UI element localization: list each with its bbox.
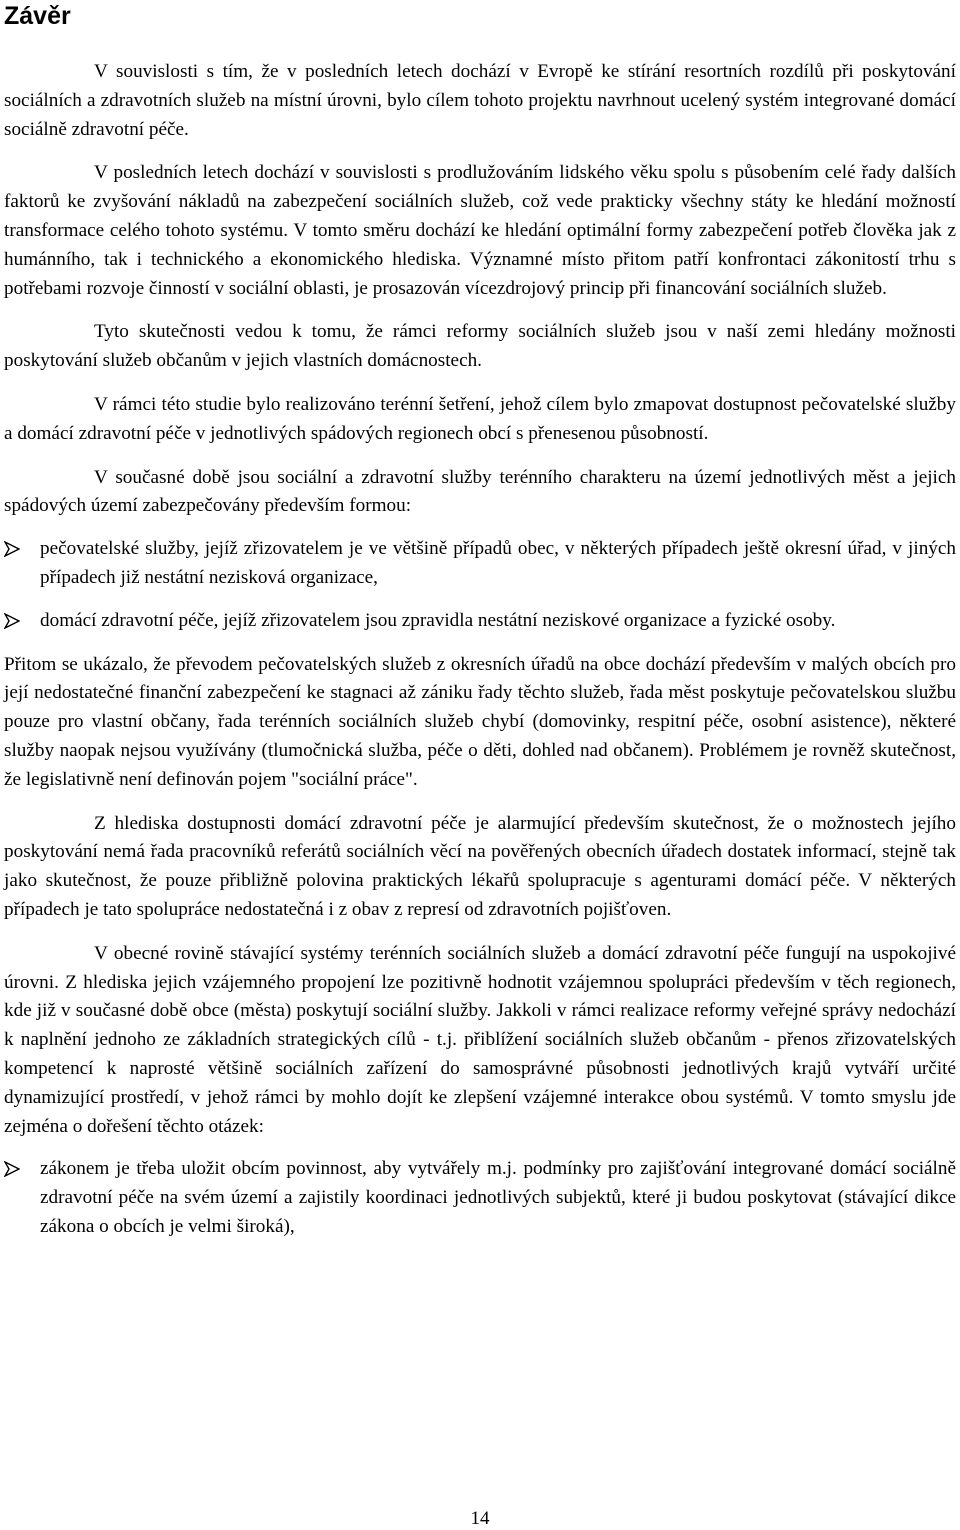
list-item	[4, 1155, 956, 1241]
paragraph-intro: V souvislosti s tím, že v posledních letech dochází v Evropě ke stírání resortních rozdílů při poskytování sociálních a zdravotních služeb na místní úrovni, bylo cílem tohoto projektu navrhnout ucelený systém integrované domácí sociálně zdravotní péče.	[4, 61, 956, 140]
section-heading: Závěr	[4, 2, 71, 30]
paragraph-current-services: V současné době jsou sociální a zdravotní služby terénního charakteru na území jednotlivých měst a jejich spádových území zabezpečovány především formou:	[4, 466, 956, 517]
arrowhead-bullet-icon	[4, 1161, 20, 1177]
bullet-list-forms	[4, 535, 956, 635]
list-item-text: pečovatelské služby, jejíž zřizovatelem je ve většině případů obec, v některých případech ještě okresní úřad, v jiných případech již nestátní nezisková organizace,	[40, 538, 956, 588]
list-item	[4, 607, 956, 636]
paragraph-general: V obecné rovině stávající systémy terénních sociálních služeb a domácí zdravotní péče fungují na uspokojivé úrovni. Z hlediska jejich vzájemného propojení lze pozitivně hodnotit vzájemnou spolupráci především v těch regionech, kde již v současné době obce (města) poskytují sociální služby. Jakkoli v rámci realizace reformy veřejné správy nedochází k naplnění jednoho ze základních strategických cílů - t.j. přiblížení sociálních služeb občanům - přenos zřizovatelských kompetencí k naprosté většině sociálních zařízení do samosprávné působnosti jednotlivých krajů vytváří určité dynamizující prostředí, v jehož rámci by mohlo dojít ke zlepšení vzájemné interakce obou systémů. V tomto smyslu jde zejména o dořešení těchto otázek:	[4, 942, 956, 1137]
arrowhead-bullet-icon	[4, 613, 20, 629]
list-item-text: domácí zdravotní péče, jejíž zřizovatelem jsou zpravidla nestátní neziskové organizace a fyzické osoby.	[40, 609, 836, 631]
paragraph-reform: Tyto skutečnosti vedou k tomu, že rámci reformy sociálních služeb jsou v naší zemi hledány možnosti poskytování služeb občanům v jejich vlastních domácnostech.	[4, 321, 956, 372]
list-item	[4, 535, 956, 593]
page-number: 14	[470, 1508, 490, 1529]
arrowhead-bullet-icon	[4, 541, 20, 557]
paragraph-findings: Přitom se ukázalo, že převodem pečovatelských služeb z okresních úřadů na obce dochází především v malých obcích pro její nedostatečné finanční zabezpečení ke stagnaci až zániku řady těchto služeb, řada měst poskytuje pečovatelskou službu pouze pro vlastní občany, řada terénních sociálních služeb chybí (domovinky, respitní péče, osobní asistence), některé služby naopak nejsou využívány (tlumočnická služba, péče o děti, dohled nad občanem). Problémem je rovněž skutečnost, že legislativně není definován pojem "sociální práce".	[4, 653, 956, 790]
list-item-text: zákonem je třeba uložit obcím povinnost, aby vytvářely m.j. podmínky pro zajišťování integrované domácí sociálně zdravotní péče na svém území a zajistily koordinaci jednotlivých subjektů, které ji budou poskytovat (stávající dikce zákona o obcích je velmi široká),	[40, 1158, 956, 1237]
paragraph-costs: V posledních letech dochází v souvislosti s prodlužováním lidského věku spolu s působením celé řady dalších faktorů ke zvyšování nákladů na zabezpečení sociálních služeb, což vede prakticky všechny státy ke hledání možností transformace celého tohoto systému. V tomto směru dochází ke hledání optimální formy zabezpečení potřeb člověka jak z humánního, tak i technického a ekonomického hlediska. Významné místo přitom patří konfrontaci zákonitostí trhu s potřebami rozvoje činností v sociální oblasti, je prosazován vícezdrojový princip při financování sociálních služeb.	[4, 162, 956, 299]
bullet-list-questions	[4, 1155, 956, 1241]
paragraph-survey: V rámci této studie bylo realizováno terénní šetření, jehož cílem bylo zmapovat dostupnost pečovatelské služby a domácí zdravotní péče v jednotlivých spádových regionech obcí s přenesenou působností.	[4, 393, 956, 444]
paragraph-health-care: Z hlediska dostupnosti domácí zdravotní péče je alarmující především skutečnost, že o možnostech jejího poskytování nemá řada pracovníků referátů sociálních věcí na pověřených obecních úřadech dostatek informací, stejně tak jako skutečnost, že pouze přibližně polovina praktických lékařů spolupracuje s agenturami domácí péče. V některých případech je tato spolupráce nedostatečná i z obav z represí od zdravotních pojišťoven.	[4, 812, 956, 920]
document-body	[4, 58, 956, 1257]
